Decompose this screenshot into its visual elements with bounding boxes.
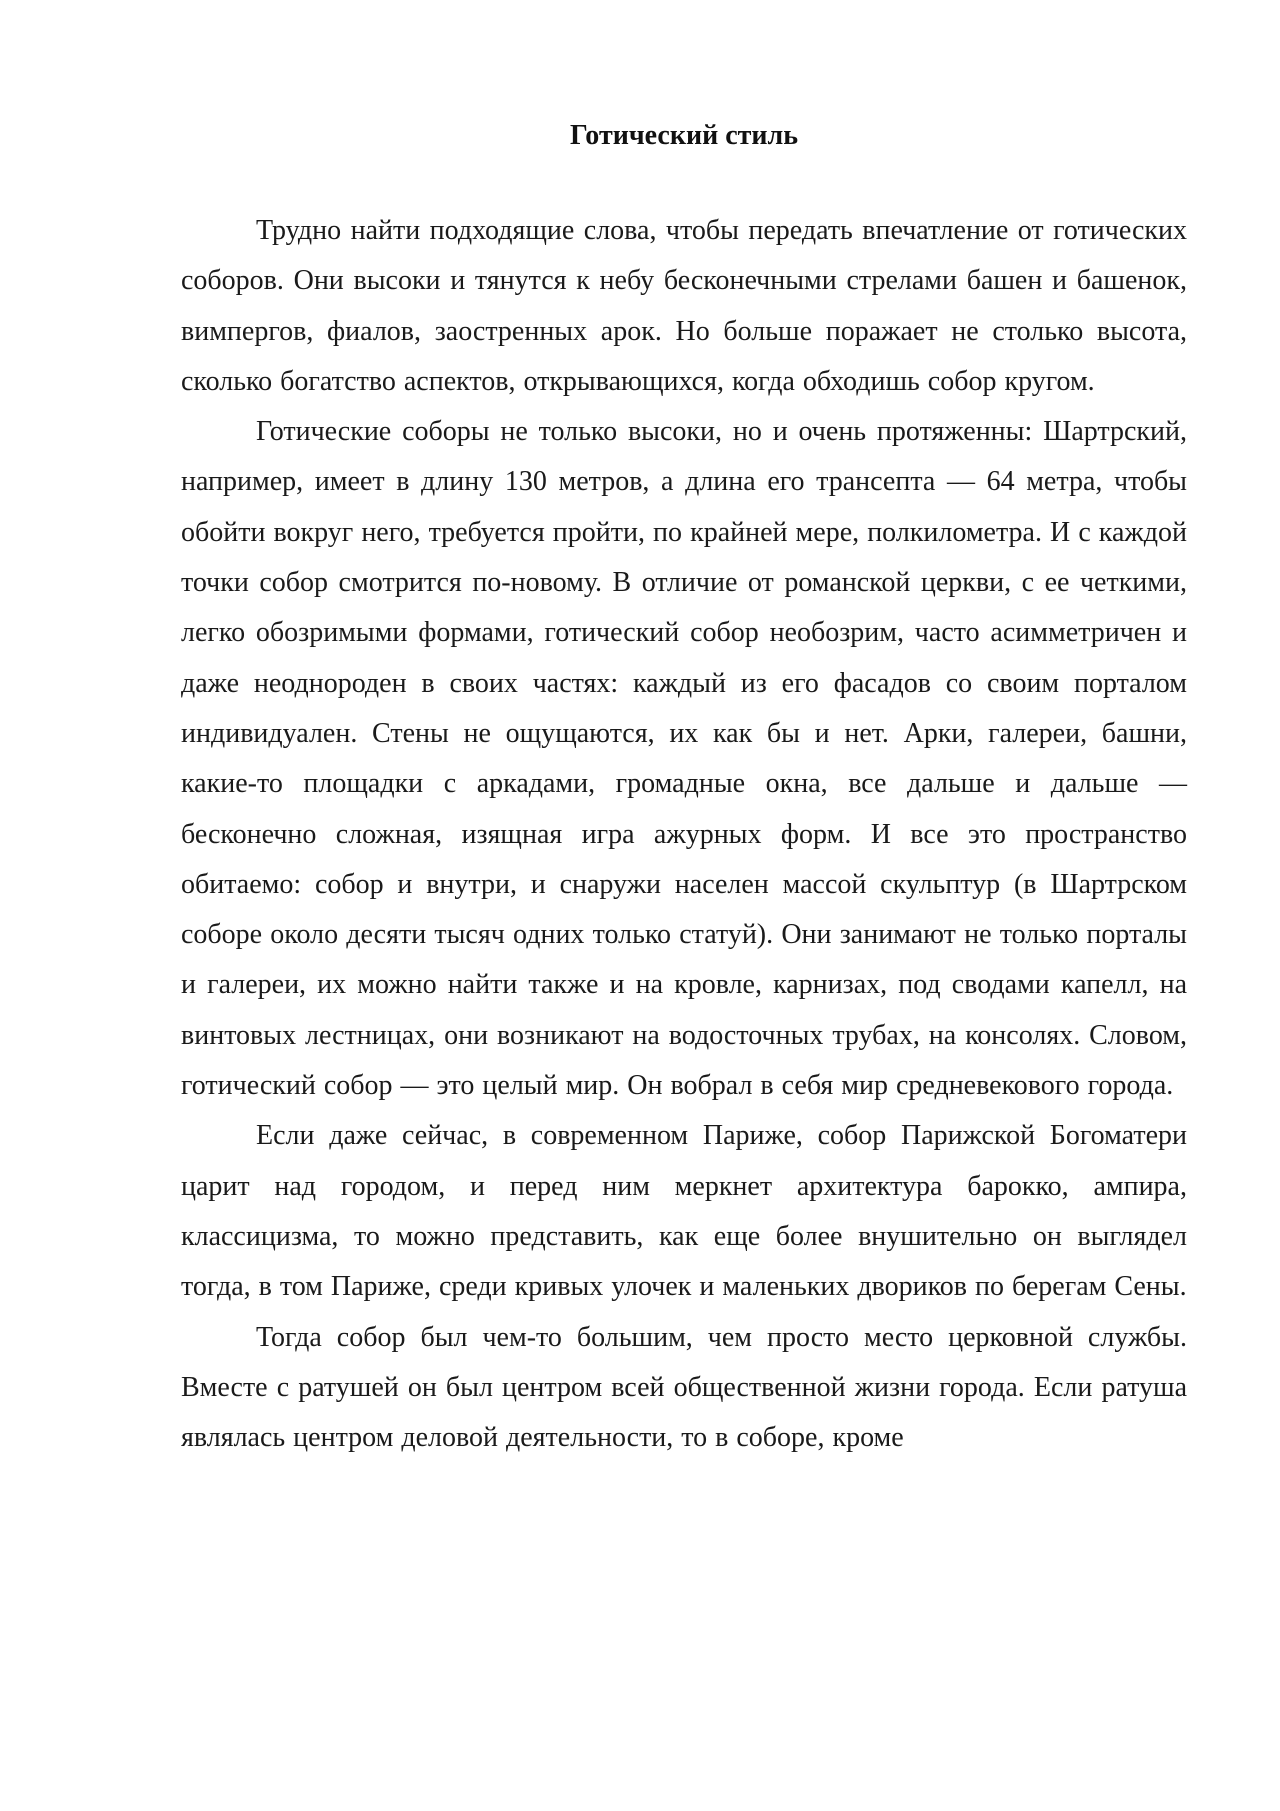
document-body [181,206,1187,1463]
paragraph: Тогда собор был чем-то большим, чем просто место церковной службы. Вместе с ратушей он был центром всей общественной жизни города. Если ратуша являлась центром деловой деятельности, то в соборе, кроме [181,1321,1187,1454]
paragraph: Трудно найти подходящие слова, чтобы передать впечатление от готических соборов. Они высоки и тянутся к небу бесконечными стрелами башен и башенок, вимпергов, фиалов, заостренных арок. Но больше поражает не столько высота, сколько богатство аспектов, открывающихся, когда обходишь собор кругом. [181,215,1187,397]
paragraph: Если даже сейчас, в современном Париже, собор Парижской Богоматери царит над городом, и перед ним меркнет архитектура барокко, ампира, классицизма, то можно представить, как еще более внушительно он выглядел тогда, в том Париже, среди кривых улочек и маленьких двориков по берегам Сены. [181,1120,1187,1303]
document-title: Готический стиль [569,120,799,151]
paragraph: Готические соборы не только высоки, но и очень протяженны: Шартрский, например, имеет в длину 130 метров, а длина его трансепта — 64 метра, чтобы обойти вокруг него, требуется пройти, по крайней мере, полкилометра. И с каждой точки собор смотрится по-новому. В отличие от романской церкви, с ее четкими, легко обозримыми формами, готический собор необозрим, часто асимметричен и даже неоднороден в своих частях: каждый из его фасадов со своим порталом индивидуален. Стены не ощущаются, их как бы и нет. Арки, галереи, башни, какие-то площадки с аркадами, громадные окна, все дальше и дальше — бесконечно сложная, изящная игра ажурных форм. И все это пространство обитаемо: собор и внутри, и снаружи населен массой скульптур (в Шартрском соборе около десяти тысяч одних только статуй). Они занимают не только порталы и галереи, их можно найти также и на кровле, карнизах, под сводами капелл, на винтовых лестницах, они возникают на водосточных трубах, на консолях. Словом, готический собор — это целый мир. Он вобрал в себя мир средневекового города. [181,416,1187,1102]
